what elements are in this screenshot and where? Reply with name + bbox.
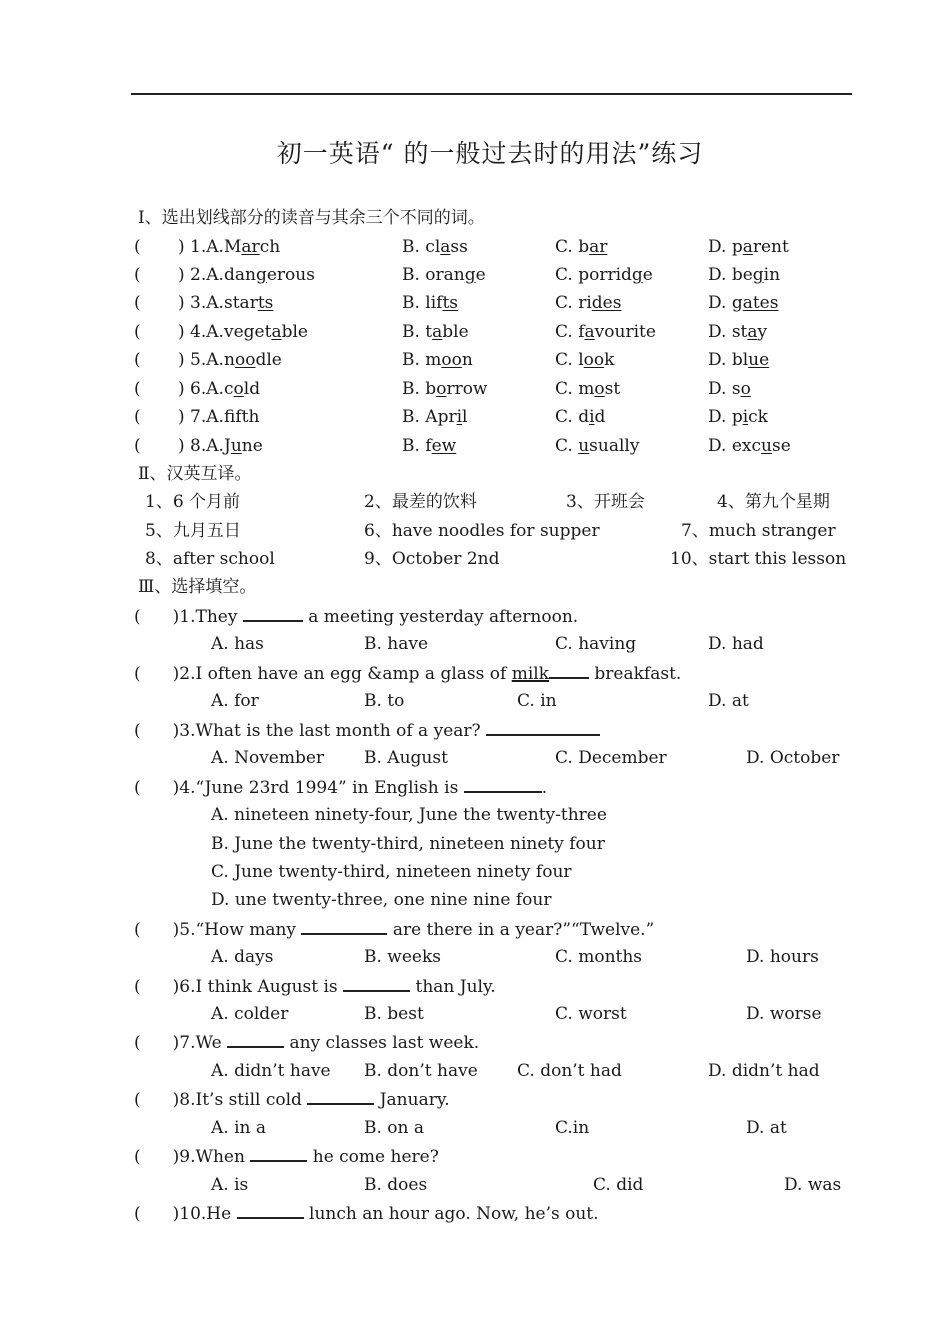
option-c: C. did [593,1175,644,1195]
option-b: B. on a [364,1118,425,1138]
option-a: A. nineteen ninety-four, June the twenty-three [211,805,607,825]
underlined-part: g [464,265,476,285]
option-d: D. pick [708,407,768,427]
answer-blank [307,1089,374,1105]
translate-item: 1、6 个月前 [145,492,241,512]
question-number: ) 4.A. [178,322,224,342]
option-c: C. June twenty-third, nineteen ninety four [211,862,572,882]
underlined-part: g [255,265,267,285]
question-7: ( )7.We any classes last week. [134,1033,480,1053]
option-b: B. few [402,436,457,456]
underlined-part: a [440,237,451,257]
question-10: ( )10.He lunch an hour ago. Now, he’s out. [134,1204,599,1224]
option-c: C. porridge [555,265,653,285]
translate-item: 6、have noodles for supper [364,521,600,541]
answer-paren: ( [134,350,141,370]
underlined-part: o [740,379,751,399]
underlined-part: ar [589,237,608,257]
underlined-part: ts [442,293,459,313]
option-a: June [224,436,263,456]
top-rule [131,93,852,95]
answer-blank [250,1146,307,1162]
option-c: C. worst [555,1004,627,1024]
option-b: B. moon [402,350,473,370]
question-number: ) 5.A. [178,350,224,370]
option-b: B. orange [402,265,486,285]
underlined-part: o [594,379,605,399]
option-d: D. gates [708,293,779,313]
question-3: ( )3.What is the last month of a year? [134,720,600,741]
underlined-part: u [578,436,590,456]
underlined-part: a [584,322,595,342]
option-c: C. most [555,379,621,399]
answer-blank [237,1203,304,1219]
question-9: ( )9.When he come here? [134,1147,439,1167]
option-d: D. didn’t had [708,1061,820,1081]
option-b: B. June the twenty-third, nineteen ninety four [211,834,605,854]
option-d: D. excuse [708,436,791,456]
question-number: ) 7.A. [178,407,224,427]
option-a: A. is [211,1175,249,1195]
option-d: D. was [784,1175,842,1195]
option-c: C. having [555,634,637,654]
option-a: dangerous [224,265,315,285]
option-a: noodle [224,350,282,370]
answer-paren: ( [134,436,141,456]
option-d: D. October [746,748,840,768]
translate-item: 9、October 2nd [364,549,500,569]
option-b: B. lifts [402,293,459,313]
translate-item: 10、start this lesson [670,549,847,569]
answer-paren: ( [134,407,141,427]
answer-blank [464,777,542,793]
option-d: D. stay [708,322,768,342]
underlined-part: ates [742,293,779,313]
answer-blank [549,663,589,679]
underlined-part: a [742,237,753,257]
option-a: cold [224,379,261,399]
question-5: ( )5.“How many are there in a year?”“Twelve.” [134,920,655,940]
section1-heading: Ⅰ、选出划线部分的读音与其余三个不同的词。 [138,208,485,228]
option-c: C.in [555,1118,590,1138]
option-b: B. best [364,1004,424,1024]
option-c: C. bar [555,237,608,257]
answer-blank [301,919,387,935]
page-title: 初一英语“ 的一般过去时的用法”练习 [276,139,704,168]
underlined-part: i [456,407,463,427]
underlined-part: u [230,436,242,456]
underlined-part: ue [748,350,770,370]
question-number: ) 2.A. [178,265,224,285]
option-b: B. to [364,691,405,711]
option-a: A. for [211,691,259,711]
translate-item: 5、九月五日 [145,521,241,541]
option-b: B. August [364,748,448,768]
answer-paren: ( [134,265,141,285]
underlined-part: g [752,265,764,285]
answer-blank [343,976,410,992]
section2-heading: Ⅱ、汉英互译。 [138,464,252,484]
answer-blank [243,606,303,622]
underlined-part: a [747,322,758,342]
option-b: B. does [364,1175,428,1195]
underlined-part: oo [583,350,605,370]
option-c: C. months [555,947,643,967]
underlined-part: des [591,293,622,313]
underlined-part: ew [431,436,457,456]
option-a: A. has [211,634,264,654]
question-8: ( )8.It’s still cold January. [134,1090,450,1110]
answer-paren: ( [134,293,141,313]
option-c: C. look [555,350,615,370]
option-d: D. une twenty-three, one nine nine four [211,890,552,910]
question-number: ) 1.A. [178,237,224,257]
option-d: D. at [708,691,749,711]
option-a: A. in a [211,1118,267,1138]
option-b: B. borrow [402,379,488,399]
underlined-part: oo [441,350,462,370]
option-d: D. at [746,1118,787,1138]
underlined-part: i [742,407,749,427]
underlined-part: a [271,322,282,342]
answer-paren: ( [134,379,141,399]
option-c: C. usually [555,436,640,456]
question-2: ( )2.I often have an egg &amp a glass of milk breakfast. [134,664,682,684]
answer-paren: ( [134,322,141,342]
answer-blank [486,720,600,736]
underlined-part: ts [257,293,274,313]
question-1: ( )1.They a meeting yesterday afternoon. [134,607,579,627]
option-a: A. colder [211,1004,289,1024]
option-b: B. weeks [364,947,441,967]
option-d: D. so [708,379,751,399]
option-c: C. in [517,691,557,711]
question-number: ) 6.A. [178,379,224,399]
option-d: D. had [708,634,764,654]
underlined-part: o [436,379,447,399]
option-b: B. April [402,407,468,427]
option-d: D. begin [708,265,781,285]
question-6: ( )6.I think August is than July. [134,977,496,997]
underlined-part: g [631,265,643,285]
underlined-part: i [589,407,595,427]
translate-item: 3、开班会 [566,492,645,512]
underlined-part: ar [241,237,260,257]
translate-item: 7、much stranger [681,521,836,541]
option-c: C. don’t had [517,1061,622,1081]
option-c: C. December [555,748,667,768]
option-c: C. rides [555,293,622,313]
question-number: ) 3.A. [178,293,224,313]
option-a: March [224,237,281,257]
option-b: B. table [402,322,469,342]
answer-paren: ( [134,237,141,257]
translate-item: 2、最差的饮料 [364,492,477,512]
option-b: B. don’t have [364,1061,478,1081]
option-b: B. have [364,634,429,654]
question-4: ( )4.“June 23rd 1994” in English is . [134,778,548,798]
option-c: C. did [555,407,606,427]
option-a: ffth [224,407,260,427]
option-a: vegetable [224,322,308,342]
option-d: D. hours [746,947,819,967]
underlined-part: a [432,322,443,342]
option-a: A. didn’t have [211,1061,331,1081]
option-d: D. parent [708,237,789,257]
translate-item: 8、after school [145,549,275,569]
underlined-part: oo [234,350,256,370]
section3-heading: Ⅲ、选择填空。 [138,577,257,597]
translate-item: 4、第九个星期 [717,492,830,512]
option-b: B. class [402,237,468,257]
option-d: D. blue [708,350,770,370]
underlined-part: o [233,379,244,399]
option-c: C. favourite [555,322,656,342]
option-a: A. days [211,947,274,967]
answer-blank [227,1032,284,1048]
option-d: D. worse [746,1004,822,1024]
option-a: starts [224,293,274,313]
option-a: A. November [211,748,325,768]
underlined-part: u [761,436,772,456]
question-number: ) 8.A. [178,436,224,456]
